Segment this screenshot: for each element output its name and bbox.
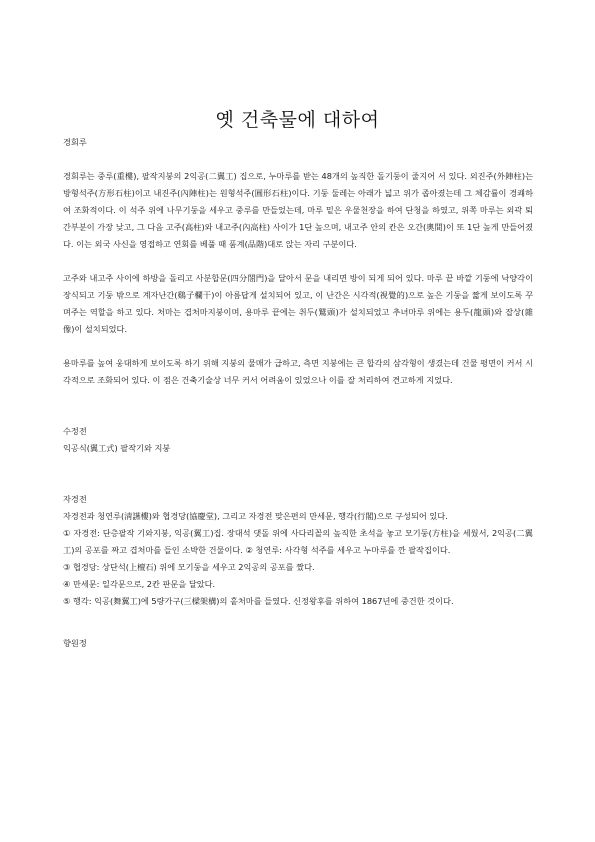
paragraph-sujeongjeon: 익공식(翼工式) 팔작기와 지붕 xyxy=(63,443,171,453)
section-heading-sujeongjeon: 수정전 xyxy=(63,426,87,436)
list-item-jagyeongjeon-3: ③ 협경당: 상단석(上檀石) 위에 모기둥을 세우고 2익공의 공포를 짰다. xyxy=(63,562,315,572)
spacer xyxy=(63,389,533,423)
spacer xyxy=(63,253,533,270)
section-heading-hyangwonjeong: 향원정 xyxy=(63,638,87,648)
paragraph-gyeonghoeru-3: 용마루를 높여 웅대하게 보이도록 하기 위해 지붕의 물매가 급하고, 측면 지붕에는 큰 합각의 삼각형이 생겼는데 건물 평면이 커서 시각적으로 조화되어 있다. 이 점은 건축기술상 너무 커서 어려움이 있었으나 이를 잘 처리하여 견고하게 지었다. xyxy=(63,358,533,385)
section-heading-gyeonghoeru: 경회루 xyxy=(63,137,87,147)
spacer xyxy=(63,151,533,168)
list-item-jagyeongjeon-1: ① 자경전: 단층팔작 기와지붕, 익공(翼工)집. 장대석 댓돌 위에 사다리꼴의 높직한 초석을 놓고 모기둥(方柱)을 세웠서, 2익공(二翼工)의 공포를 짜고 겹처마를 들인 소박한 건물이다. ② 청연루: 사각형 석주를 세우고 누마루를 깐 팔작집이다. xyxy=(63,528,533,555)
paragraph-gyeonghoeru-2: 고주와 내고주 사이에 하방을 돌리고 사분합문(四分閤門)을 달아서 문을 내리면 방이 되게 되어 있다. 마루 끝 바깥 기둥에 낙양각이 장식되고 기둥 밖으로 계자난간(鷄子欄干)이 아름답게 설치되어 있고, 이 난간은 시각적(視覺的)으로 높은 기둥을 짧게 보이도록 꾸며주는 역할을 하고 있다. 처마는 겹처마지붕이며, 용마루 끝에는 취두(鷲頭)가 설치되었고 추녀마루 위에는 용두(龍頭)와 잡상(雜像)이 설치되었다. xyxy=(63,273,533,334)
paragraph-gyeonghoeru-1: 경회루는 중루(重樓), 팔작지붕의 2익공(二翼工) 집으로, 누마루를 받는 48개의 높직한 돌기둥이 줄지어 서 있다. 외진주(外陣柱)는 방형석주(方形石柱)이고 내진주(內陣柱)는 원형석주(圓形石柱)이다. 기둥 둘레는 아래가 넓고 위가 좁아졌는데 그 체감률이 경쾌하여 조화적이다. 이 석주 위에 나무기둥을 세우고 중루를 만들었는데, 마루 밑은 우물천장을 하여 단청을 하였고, 위쪽 마루는 외곽 퇴간부분이 가장 낮고, 그 다음 고주(高柱)와 내고주(內高柱) 사이가 1단 높으며, 내고주 안의 칸은 오간(奧間)이 또 1단 높게 만들어졌다. 이는 외국 사신을 영접하고 연회를 베풀 때 품계(品階)대로 앉는 자리 구분이다. xyxy=(63,171,533,249)
paragraph-jagyeongjeon: 자경전과 청연루(淸讌樓)와 협경당(協慶堂), 그리고 자경전 맞은편의 만세문, 행각(行閣)으로 구성되어 있다. xyxy=(63,511,448,521)
spacer xyxy=(63,610,533,635)
list-item-jagyeongjeon-5: ⑤ 행각: 익공(舞翼工)에 5량가구(三樑架構)의 홑처마를 들였다. 신정왕후를 위하여 1867년에 중건한 것이다. xyxy=(63,596,454,606)
page-title: 옛 건축물에 대하여 xyxy=(215,108,380,131)
spacer xyxy=(63,457,533,491)
spacer xyxy=(63,338,533,355)
section-heading-jagyeongjeon: 자경전 xyxy=(63,494,87,504)
document-body xyxy=(63,134,533,652)
list-item-jagyeongjeon-4: ④ 만세문: 일각문으로, 2칸 판문을 달았다. xyxy=(63,579,216,589)
